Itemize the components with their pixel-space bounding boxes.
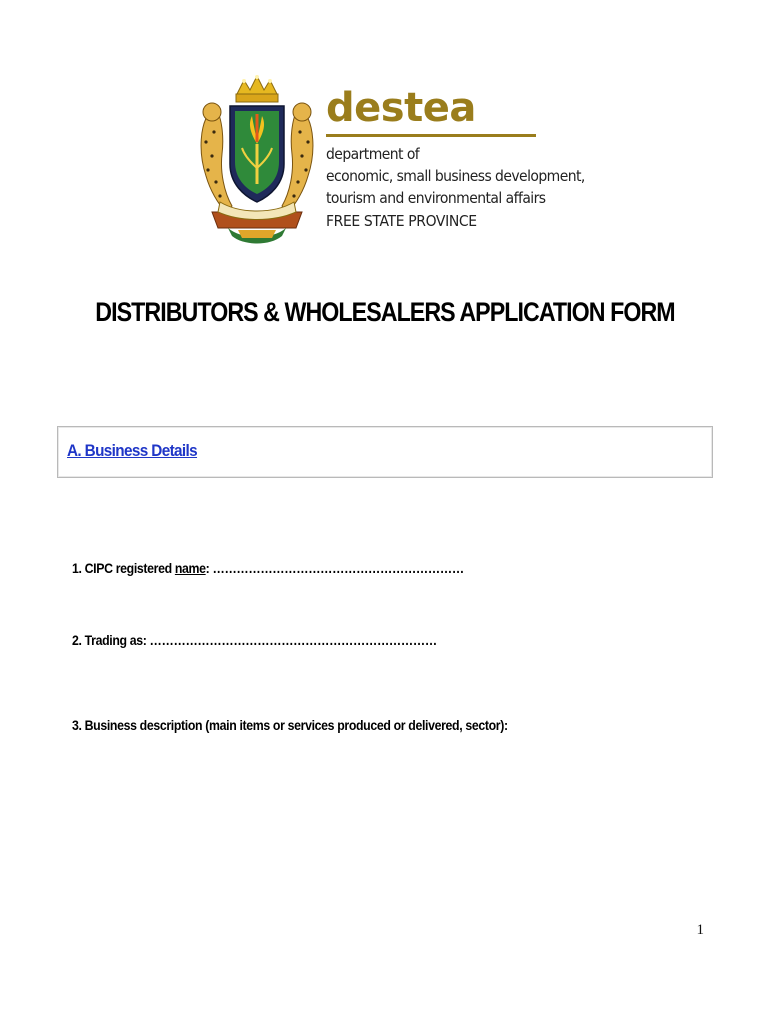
cipc-label-suffix: : ……………………………………………………… [205,560,464,576]
business-description-label: 3. Business description (main items or services produced or delivered, sector): [72,717,508,733]
shield-icon [230,106,284,202]
department-line-2: economic, small business development, [326,167,585,185]
ribbon-icon [212,202,302,244]
trading-as-label: 2. Trading as: ……………………………………………………………… [72,632,437,648]
document-title: DISTRIBUTORS & WHOLESALERS APPLICATION FORM [95,297,675,327]
province-line: FREE STATE PROVINCE [326,212,477,230]
brand-block [326,85,585,232]
cipc-name-field[interactable] [72,559,464,577]
page-number: 1 [696,922,704,938]
trading-as-field[interactable] [72,631,437,649]
right-leopard-icon [282,103,313,212]
brand-underline [326,134,536,137]
section-a-heading: A. Business Details [67,441,198,460]
department-line-3: tourism and environmental affairs [326,189,546,207]
department-line-1: department of [326,145,420,163]
business-description-field[interactable] [72,716,508,734]
left-leopard-icon [201,103,232,212]
cipc-label-name: name [174,560,206,576]
cipc-label-prefix: 1. CIPC registered [72,560,175,576]
brand-name: destea [326,85,476,131]
crown-icon [236,75,278,102]
coat-of-arms-emblem [192,72,322,248]
section-a-box [57,426,713,478]
